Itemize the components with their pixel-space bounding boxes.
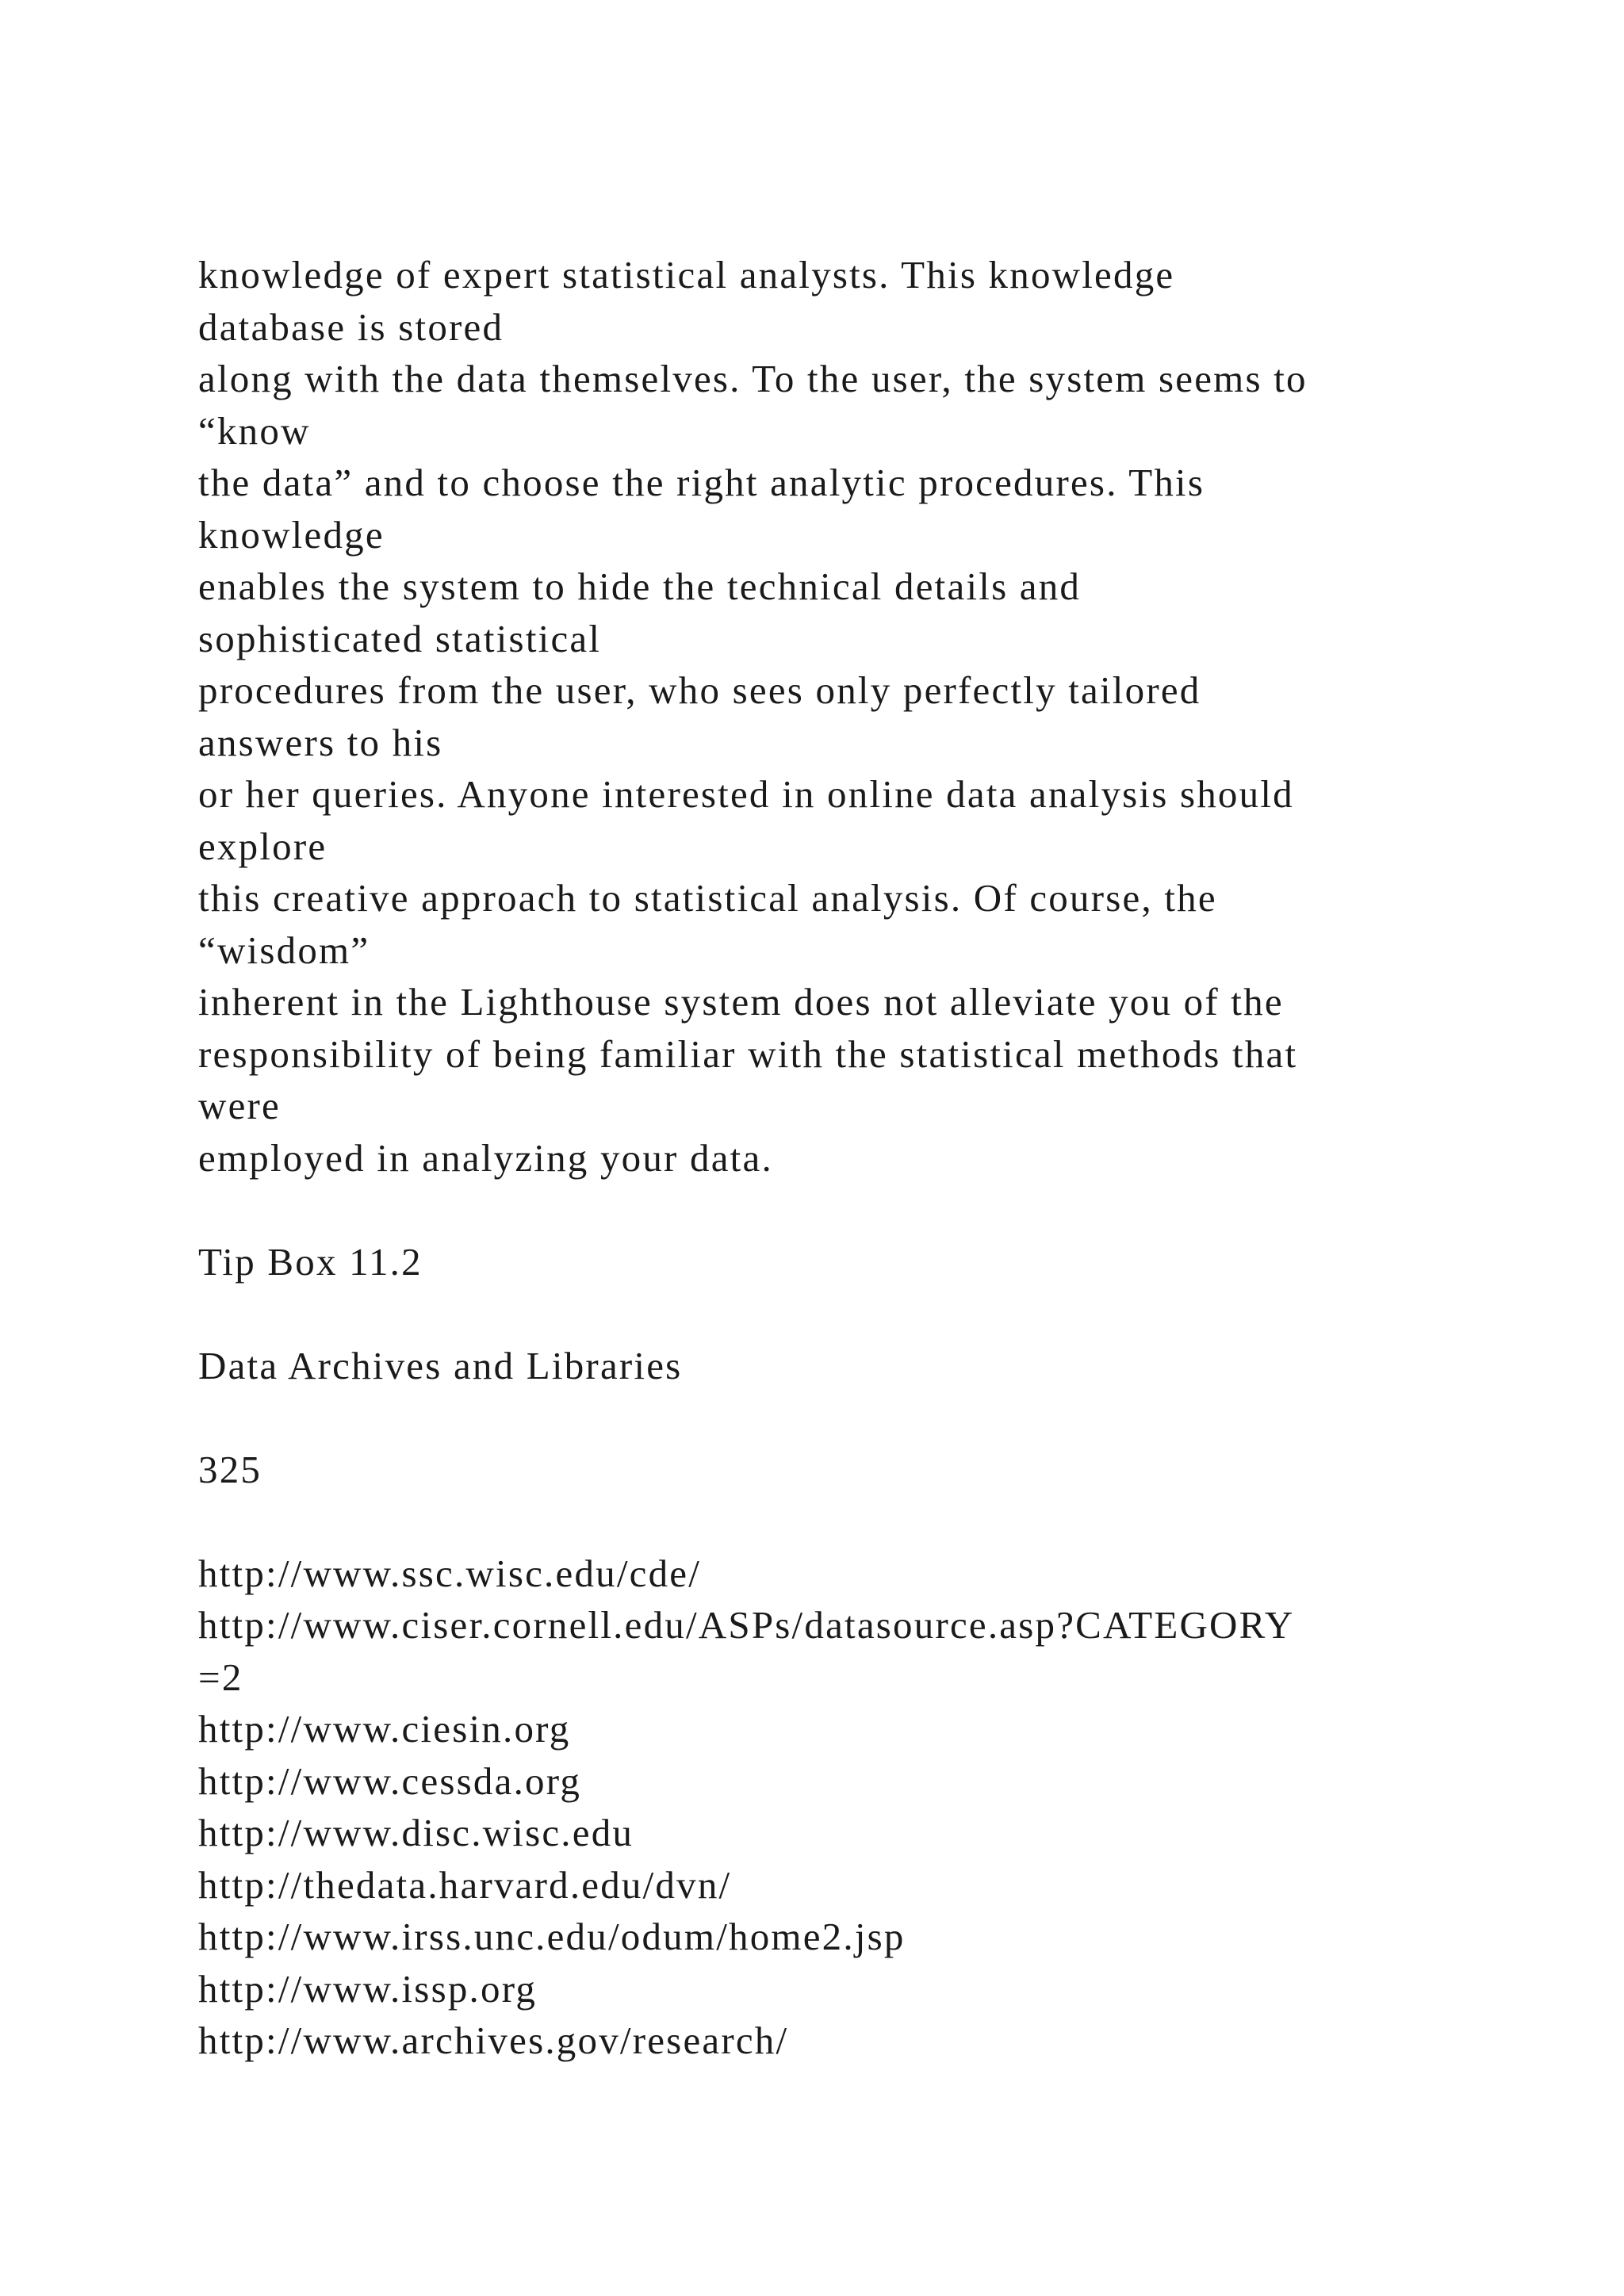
document-page — [198, 249, 1546, 2067]
body-line: database is stored — [198, 304, 504, 349]
body-line: answers to his — [198, 720, 443, 764]
body-line: knowledge of expert statistical analysts. This knowledge — [198, 253, 1175, 297]
url-line[interactable]: http://www.irss.unc.edu/odum/home2.jsp — [198, 1915, 906, 1958]
spacer — [198, 1495, 1546, 1548]
url-line[interactable]: http://www.disc.wisc.edu — [198, 1811, 634, 1854]
body-line: procedures from the user, who sees only perfectly tailored — [198, 668, 1201, 712]
body-line: along with the data themselves. To the user, the system seems to — [198, 357, 1308, 400]
page-number: 325 — [198, 1447, 262, 1491]
body-line: “know — [198, 408, 311, 453]
body-line: knowledge — [198, 512, 385, 557]
url-line[interactable]: http://www.ciesin.org — [198, 1707, 571, 1751]
url-line[interactable]: http://thedata.harvard.edu/dvn/ — [198, 1862, 732, 1907]
url-line[interactable]: http://www.archives.gov/research/ — [198, 2019, 789, 2062]
spacer — [198, 1288, 1546, 1340]
body-line: were — [198, 1084, 282, 1127]
url-line[interactable]: =2 — [198, 1655, 243, 1699]
spacer — [198, 1184, 1546, 1236]
body-line: the data” and to choose the right analytic procedures. This — [198, 461, 1205, 504]
section-heading: Data Archives and Libraries — [198, 1343, 683, 1387]
url-line[interactable]: http://www.ssc.wisc.edu/cde/ — [198, 1551, 702, 1595]
url-line[interactable]: http://www.cessda.org — [198, 1758, 582, 1803]
url-line[interactable]: http://www.issp.org — [198, 1966, 538, 2011]
body-line: enables the system to hide the technical details and — [198, 564, 1082, 608]
body-line: responsibility of being familiar with the statistical methods that — [198, 1031, 1298, 1076]
body-paragraph — [198, 249, 1546, 1184]
spacer — [198, 1391, 1546, 1444]
body-line: explore — [198, 824, 327, 868]
body-line: sophisticated statistical — [198, 616, 602, 660]
tip-box-label: Tip Box 11.2 — [198, 1239, 423, 1284]
body-line: inherent in the Lighthouse system does not alleviate you of the — [198, 980, 1284, 1024]
body-line: or her queries. Anyone interested in online data analysis should — [198, 772, 1294, 816]
body-line: employed in analyzing your data. — [198, 1135, 773, 1180]
body-line: “wisdom” — [198, 928, 370, 972]
url-list — [198, 1548, 1546, 2067]
url-line[interactable]: http://www.ciser.cornell.edu/ASPs/datasource.asp?CATEGORY — [198, 1603, 1295, 1647]
body-line: this creative approach to statistical analysis. Of course, the — [198, 876, 1217, 920]
